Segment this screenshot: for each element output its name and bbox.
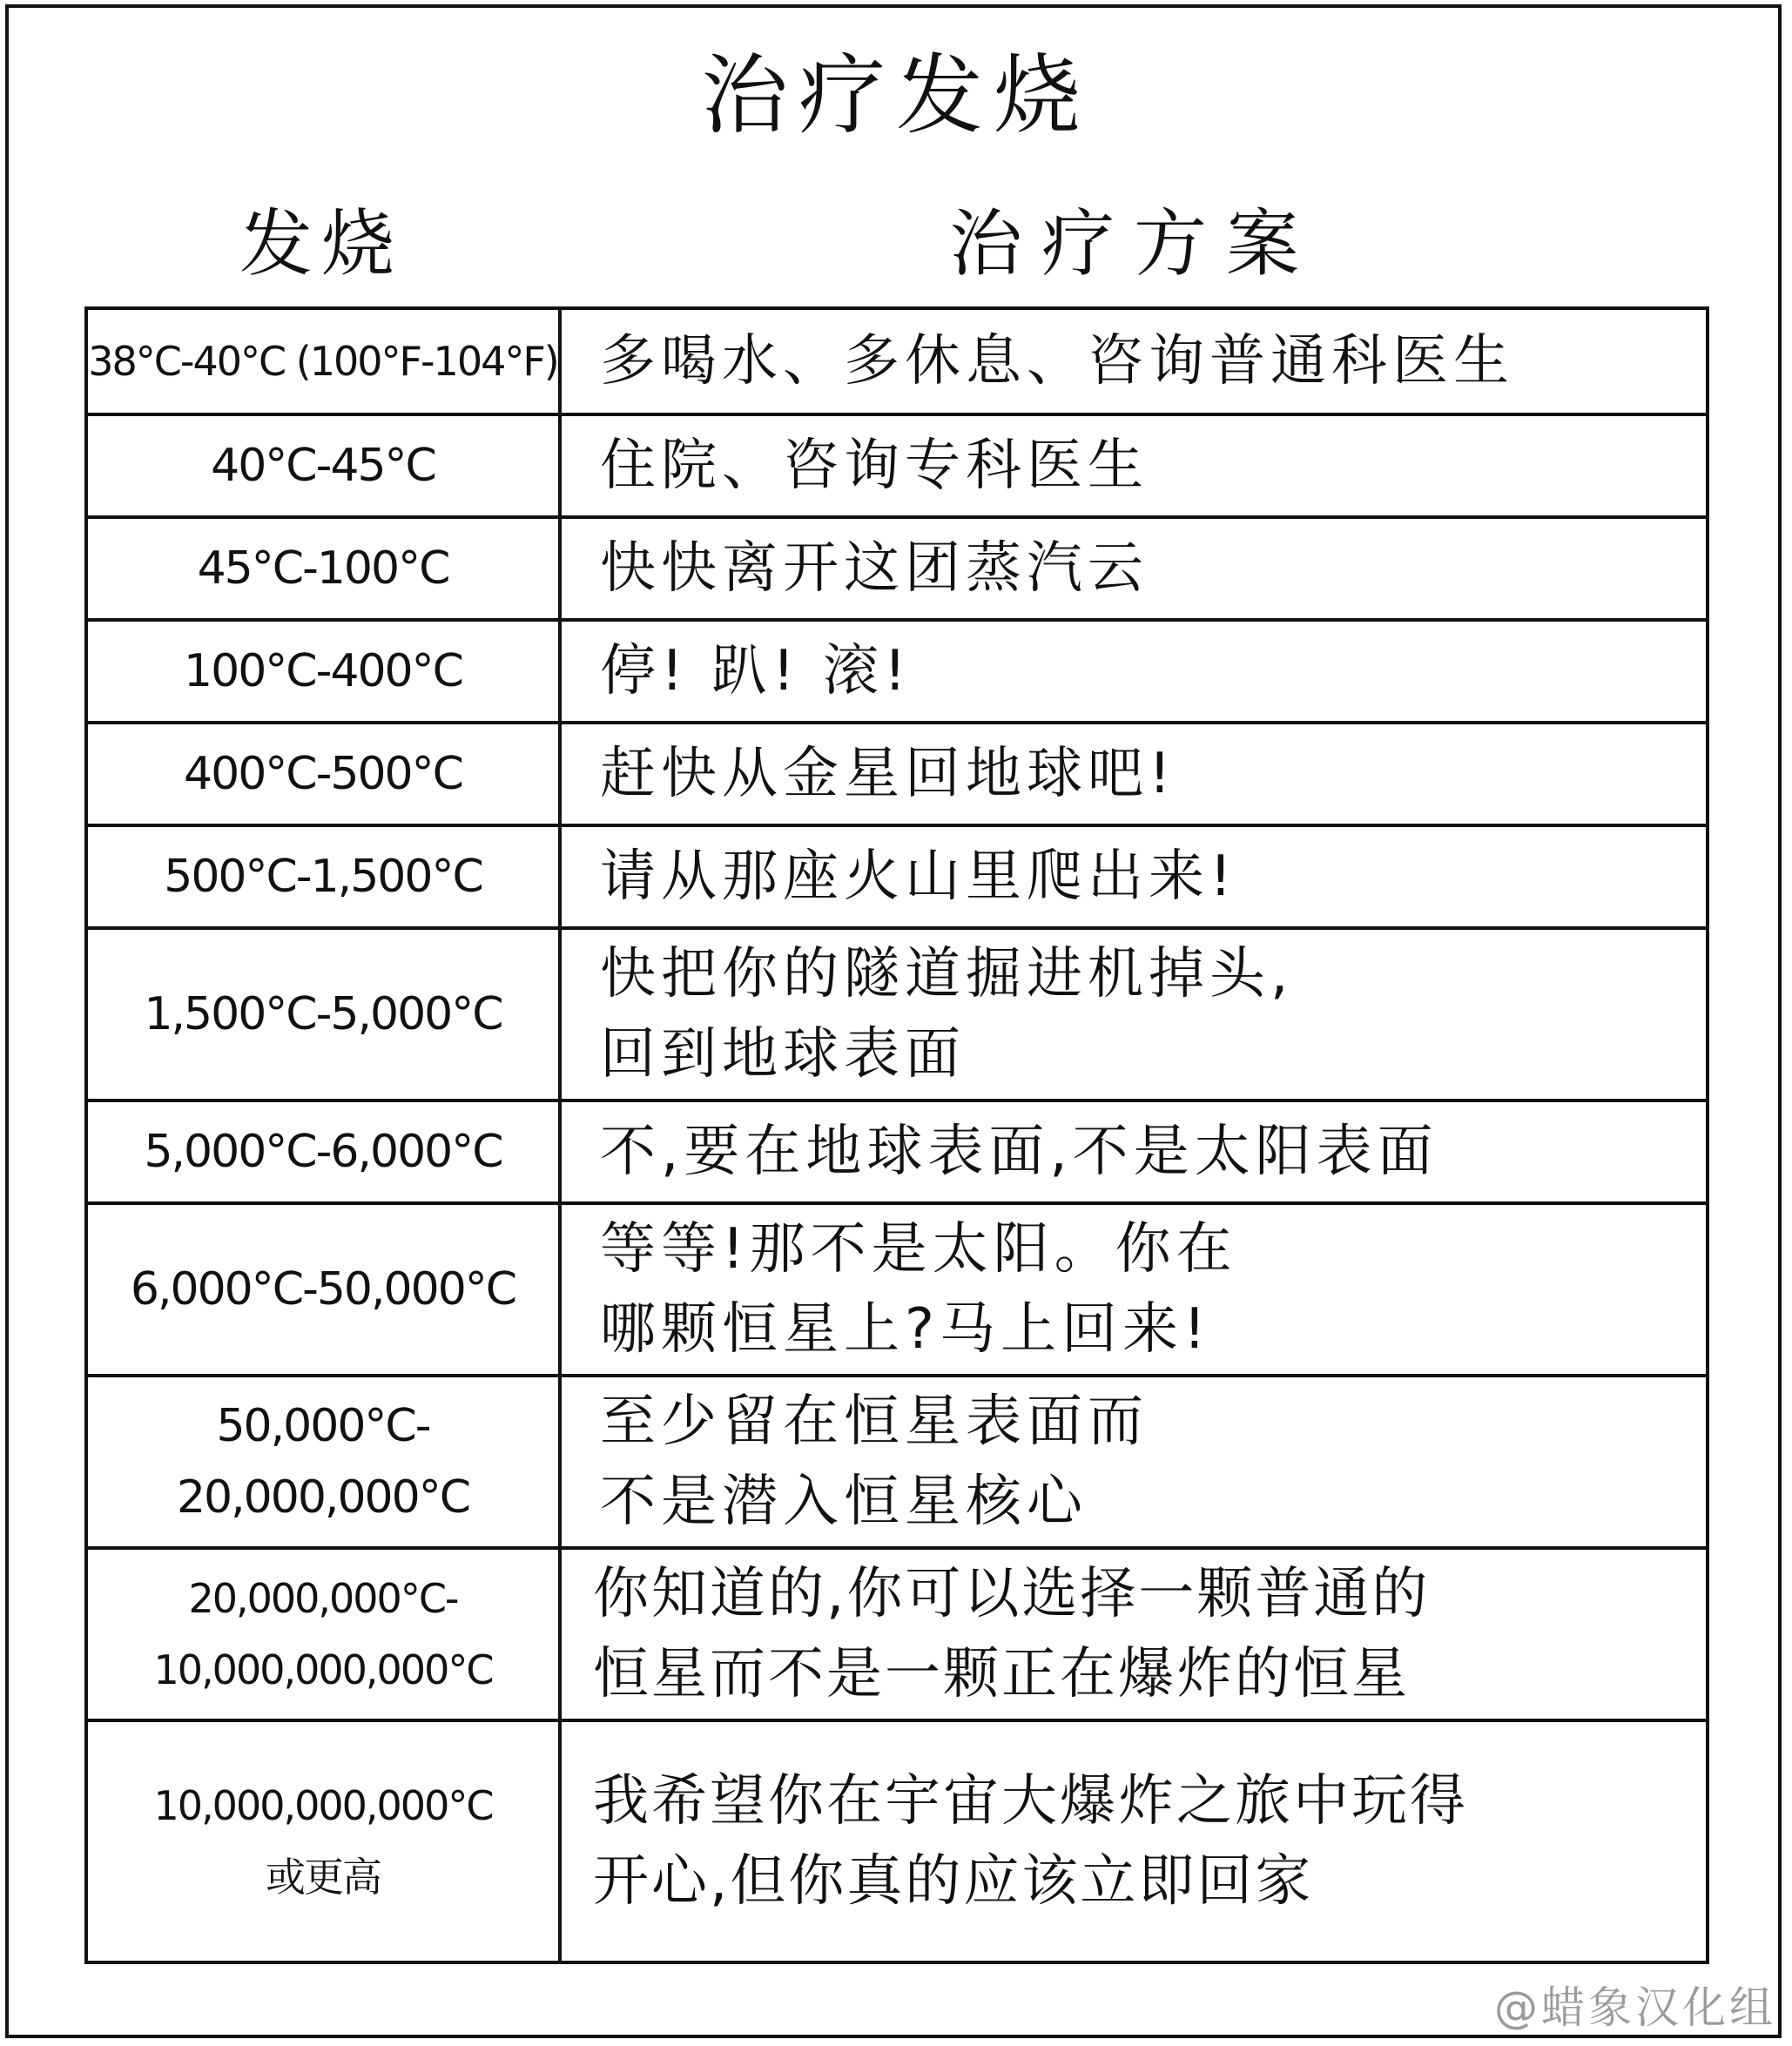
fever-column-header: 发烧 [239,201,403,286]
fever-range-cell: 10,000,000,000°C 或更高 [88,1719,562,1961]
fever-range-cell: 1,500°C-5,000°C [88,926,562,1099]
treatment-cell: 你知道的,你可以选择一颗普通的 恒星而不是一颗正在爆炸的恒星 [562,1546,1706,1719]
fever-range-cell: 5,000°C-6,000°C [88,1099,562,1201]
treatment-cell: 住院、咨询专科医生 [562,413,1706,515]
treatment-cell: 不,要在地球表面,不是太阳表面 [562,1099,1706,1201]
watermark-credit: @蜡象汉化组 [1494,1982,1776,2033]
fever-range-cell: 40°C-45°C [88,413,562,515]
fever-range-cell: 100°C-400°C [88,618,562,721]
fever-range-cell: 45°C-100°C [88,515,562,618]
page-title: 治疗发烧 [701,44,1091,146]
treatment-cell: 多喝水、多休息、咨询普通科医生 [600,329,1514,394]
fever-range-cell: 6,000°C-50,000°C [88,1201,562,1374]
fever-range-cell: 50,000°C- 20,000,000°C [88,1374,562,1546]
treatment-cell: 赶快从金星回地球吧! [562,721,1706,824]
fever-range-cell: 38°C-40°C (100°F-104°F) [88,310,562,413]
treatment-cell: 停! 趴! 滚! [562,618,1706,721]
treatment-cell: 等等!那不是太阳。你在 哪颗恒星上?马上回来! [562,1201,1706,1374]
treatment-column-header: 治疗方案 [948,201,1318,286]
treatment-cell: 至少留在恒星表面而 不是潜入恒星核心 [562,1374,1706,1546]
treatment-cell: 快把你的隧道掘进机掉头, 回到地球表面 [562,926,1706,1099]
treatment-cell: 快快离开这团蒸汽云 [562,515,1706,618]
treatment-cell: 我希望你在宇宙大爆炸之旅中玩得 开心,但你真的应该立即回家 [562,1719,1706,1961]
treatment-cell: 请从那座火山里爬出来! [562,824,1706,926]
fever-treatment-table [84,306,1709,1964]
fever-range-cell: 400°C-500°C [88,721,562,824]
fever-range-cell: 500°C-1,500°C [88,824,562,926]
fever-range-cell: 20,000,000°C- 10,000,000,000°C [88,1546,562,1719]
